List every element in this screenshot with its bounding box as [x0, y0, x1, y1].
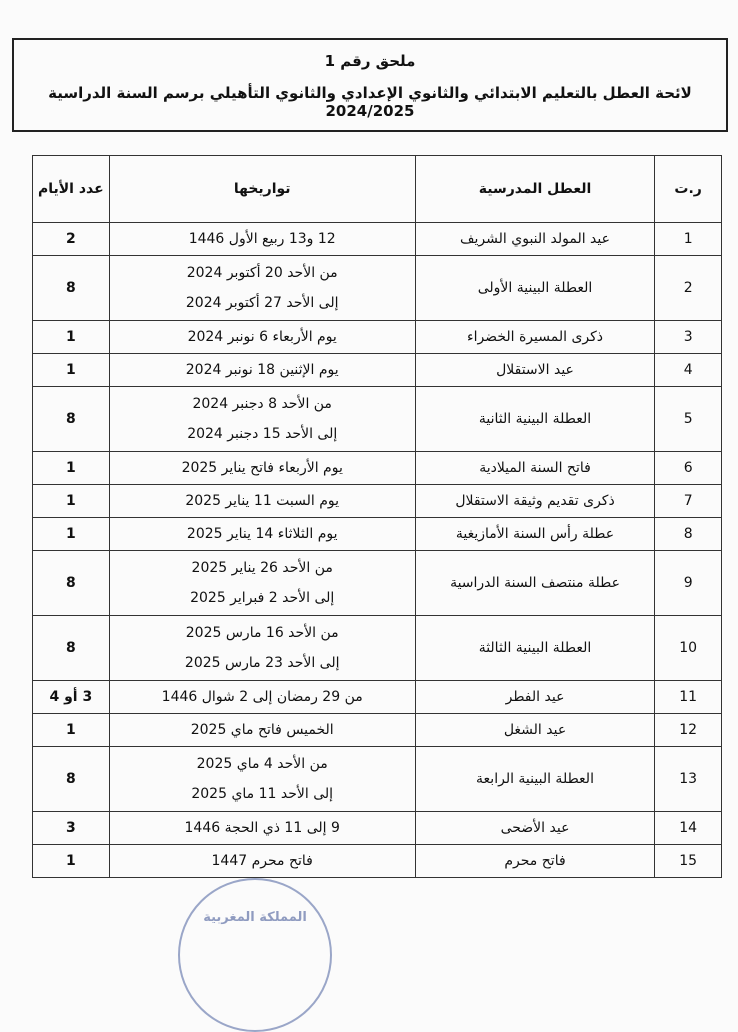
holiday-name: العطلة البينية الثالثة [415, 616, 655, 681]
date-line: إلى الأحد 15 دجنبر 2024 [187, 426, 338, 442]
holiday-name: عيد الفطر [415, 681, 655, 714]
holiday-dates [109, 354, 415, 387]
table-row [33, 812, 722, 845]
holiday-name: العطلة البينية الأولى [415, 256, 655, 321]
holiday-dates [109, 518, 415, 551]
row-number: 2 [655, 256, 722, 321]
col-dates: تواريخها [109, 156, 415, 223]
holiday-name: عطلة منتصف السنة الدراسية [415, 551, 655, 616]
date-line: يوم الثلاثاء 14 يناير 2025 [186, 526, 338, 542]
row-number: 5 [655, 387, 722, 452]
holiday-name: العطلة البينية الرابعة [415, 747, 655, 812]
date-line: يوم الإثنين 18 نونبر 2024 [185, 362, 339, 378]
row-number: 7 [655, 485, 722, 518]
holiday-dates [109, 321, 415, 354]
date-line: من 29 رمضان إلى 2 شوال 1446 [161, 689, 363, 705]
table-row [33, 354, 722, 387]
stamp-text: المملكة المغربية [203, 910, 307, 925]
date-line: من الأحد 4 ماي 2025 [196, 756, 328, 772]
row-number: 3 [655, 321, 722, 354]
days-count: 1 [33, 714, 110, 747]
table-row [33, 681, 722, 714]
row-number: 8 [655, 518, 722, 551]
holiday-dates [109, 387, 415, 452]
date-line: يوم الأربعاء فاتح يناير 2025 [181, 460, 343, 476]
days-count: 8 [33, 551, 110, 616]
date-line: إلى الأحد 2 فبراير 2025 [190, 590, 335, 606]
table-header [33, 156, 722, 223]
official-stamp [178, 878, 332, 1032]
date-line: يوم السبت 11 يناير 2025 [185, 493, 340, 509]
table-row [33, 551, 722, 616]
document-title: لائحة العطل بالتعليم الابتدائي والثانوي الإعدادي والثانوي التأهيلي برسم السنة الدراسية 2024/2025 [48, 84, 692, 120]
days-count: 1 [33, 518, 110, 551]
table-row [33, 518, 722, 551]
row-number: 9 [655, 551, 722, 616]
holiday-dates [109, 747, 415, 812]
col-num: ر.ت [655, 156, 722, 223]
table-row [33, 747, 722, 812]
date-line: يوم الأربعاء 6 نونبر 2024 [187, 329, 337, 345]
row-number: 12 [655, 714, 722, 747]
holiday-dates [109, 551, 415, 616]
row-number: 14 [655, 812, 722, 845]
holiday-name: عيد الشغل [415, 714, 655, 747]
table-row [33, 321, 722, 354]
date-line: من الأحد 16 مارس 2025 [185, 625, 339, 641]
row-number: 4 [655, 354, 722, 387]
holiday-dates [109, 845, 415, 878]
table-row [33, 616, 722, 681]
annex-label: ملحق رقم 1 [324, 52, 416, 70]
days-count: 8 [33, 747, 110, 812]
days-count: 1 [33, 485, 110, 518]
row-number: 15 [655, 845, 722, 878]
col-holiday: العطل المدرسية [415, 156, 655, 223]
row-number: 11 [655, 681, 722, 714]
date-line: إلى الأحد 23 مارس 2025 [184, 655, 340, 671]
holiday-dates [109, 812, 415, 845]
row-number: 10 [655, 616, 722, 681]
holiday-name: العطلة البينية الثانية [415, 387, 655, 452]
date-line: من الأحد 26 يناير 2025 [191, 560, 333, 576]
days-count: 3 أو 4 [33, 681, 110, 714]
days-count: 1 [33, 845, 110, 878]
holiday-name: ذكرى تقديم وثيقة الاستقلال [415, 485, 655, 518]
days-count: 1 [33, 354, 110, 387]
holiday-name: فاتح السنة الميلادية [415, 452, 655, 485]
date-line: من الأحد 8 دجنبر 2024 [192, 396, 332, 412]
days-count: 8 [33, 616, 110, 681]
holiday-dates [109, 616, 415, 681]
holiday-name: عيد الاستقلال [415, 354, 655, 387]
date-line: من الأحد 20 أكتوبر 2024 [186, 265, 338, 281]
holiday-dates [109, 256, 415, 321]
holiday-dates [109, 714, 415, 747]
holiday-name: عيد المولد النبوي الشريف [415, 223, 655, 256]
days-count: 1 [33, 452, 110, 485]
col-days: عدد الأيام [33, 156, 110, 223]
row-number: 1 [655, 223, 722, 256]
holiday-name: فاتح محرم [415, 845, 655, 878]
days-count: 2 [33, 223, 110, 256]
row-number: 6 [655, 452, 722, 485]
table-row [33, 485, 722, 518]
days-count: 3 [33, 812, 110, 845]
table-row [33, 256, 722, 321]
table-row [33, 223, 722, 256]
holiday-name: عيد الأضحى [415, 812, 655, 845]
holidays-table [32, 155, 722, 878]
table-row [33, 845, 722, 878]
date-line: 12 و13 ربيع الأول 1446 [188, 231, 336, 247]
date-line: 9 إلى 11 ذي الحجة 1446 [184, 820, 340, 836]
date-line: إلى الأحد 27 أكتوبر 2024 [185, 295, 339, 311]
holiday-name: ذكرى المسيرة الخضراء [415, 321, 655, 354]
holiday-dates [109, 485, 415, 518]
date-line: فاتح محرم 1447 [211, 853, 313, 869]
table-row [33, 714, 722, 747]
table-row [33, 387, 722, 452]
row-number: 13 [655, 747, 722, 812]
holiday-name: عطلة رأس السنة الأمازيغية [415, 518, 655, 551]
days-count: 8 [33, 387, 110, 452]
holiday-dates [109, 452, 415, 485]
days-count: 8 [33, 256, 110, 321]
table-row [33, 452, 722, 485]
days-count: 1 [33, 321, 110, 354]
holiday-dates [109, 223, 415, 256]
title-box [12, 38, 728, 132]
date-line: إلى الأحد 11 ماي 2025 [191, 786, 334, 802]
date-line: الخميس فاتح ماي 2025 [190, 722, 334, 738]
holiday-dates [109, 681, 415, 714]
